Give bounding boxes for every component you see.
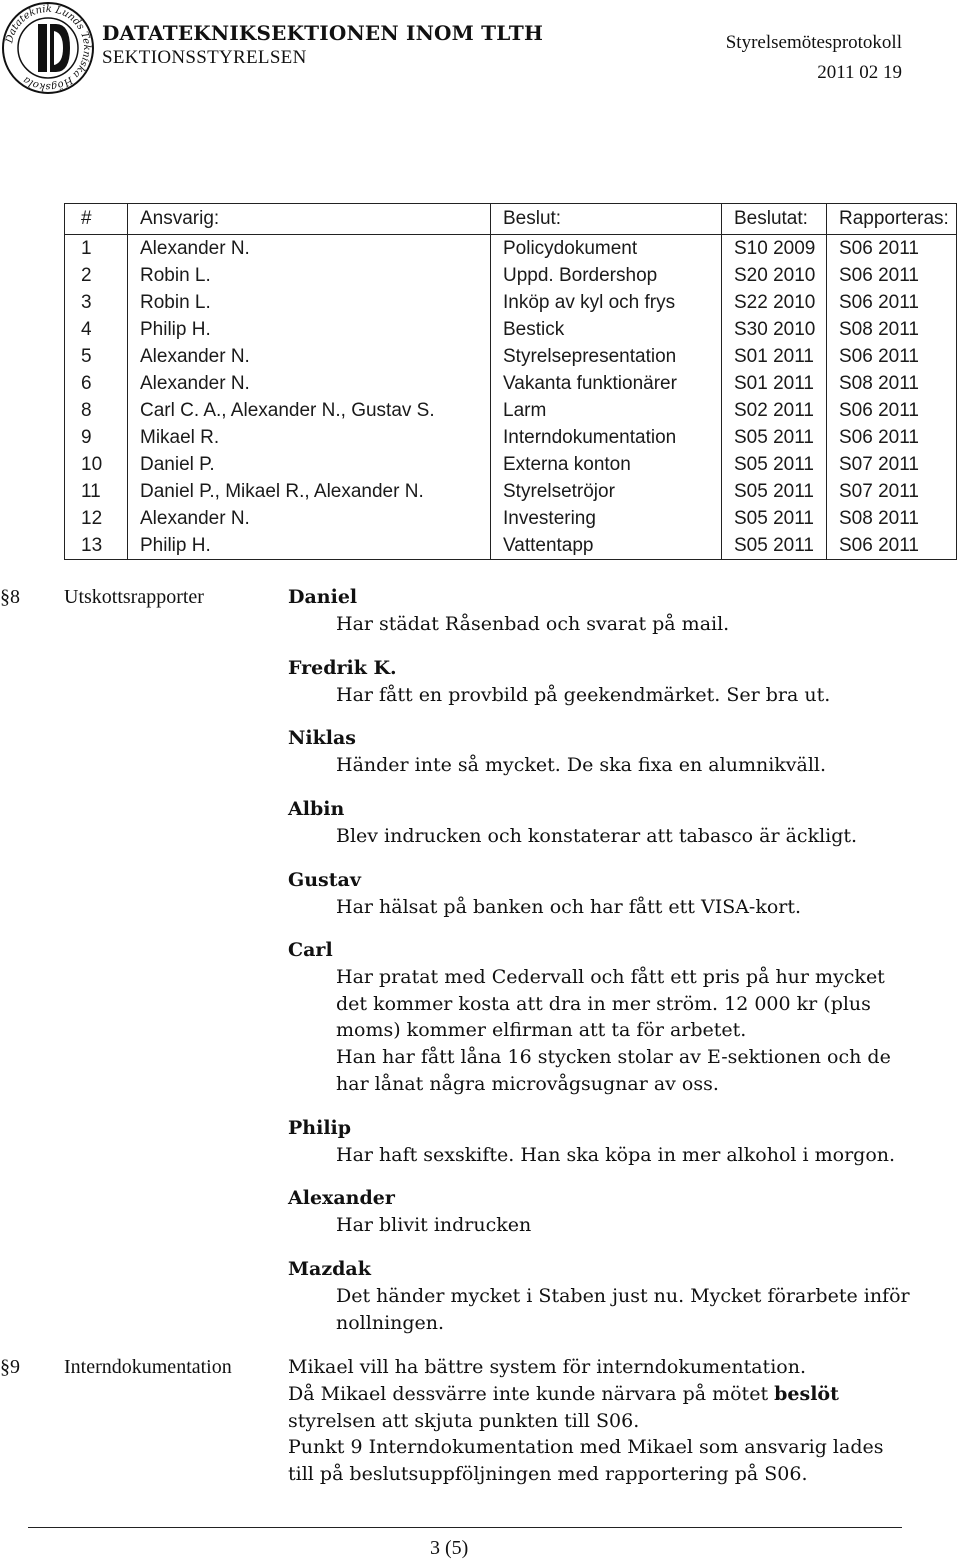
cell-number: 3 — [65, 289, 128, 316]
table-row — [65, 397, 957, 424]
cell-report: S06 2011 — [839, 534, 919, 556]
cell-report: S07 2011 — [839, 480, 919, 502]
report-name-philip: Philip — [288, 1117, 352, 1139]
report-text-fredrik: Har fått en provbild på geekendmärket. Ser bra ut. — [336, 684, 831, 706]
cell-responsible: Robin L. — [128, 262, 491, 289]
table-row — [65, 532, 957, 560]
table-row — [65, 424, 957, 451]
report-name-alexander: Alexander — [288, 1187, 395, 1209]
cell-report: S06 2011 — [839, 291, 919, 313]
section-9-p2-post: styrelsen att skjuta punkten till S06. — [288, 1409, 640, 1432]
cell-number: 2 — [65, 262, 128, 289]
cell-report: S06 2011 — [839, 264, 919, 286]
cell-number: 5 — [65, 343, 128, 370]
cell-decided: S05 2011 — [722, 532, 827, 560]
report-text-philip: Har haft sexskifte. Han ska köpa in mer alkohol i morgon. — [336, 1144, 896, 1166]
report-name-albin: Albin — [288, 798, 345, 820]
report-name-niklas: Niklas — [288, 727, 356, 749]
cell-report: S06 2011 — [839, 426, 919, 448]
section-8-number: §8 — [0, 586, 20, 608]
cell-decision: Uppd. Bordershop — [491, 262, 722, 289]
table-row — [65, 316, 957, 343]
organization-name: DATATEKNIKSEKTIONEN INOM TLTH — [102, 21, 544, 45]
cell-report: S06 2011 — [839, 345, 919, 367]
cell-decided: S20 2010 — [722, 262, 827, 289]
table-row — [65, 343, 957, 370]
header-right — [726, 28, 902, 88]
footer-rule — [28, 1527, 902, 1528]
cell-decision: Vattentapp — [491, 532, 722, 560]
table-row — [65, 478, 957, 505]
report-text-carl-2: Han har fått låna 16 stycken stolar av E-sektionen och de har lånat några microvågsugnar av oss. — [336, 1046, 891, 1095]
cell-decided: S01 2011 — [722, 343, 827, 370]
cell-decision: Vakanta funktionärer — [491, 370, 722, 397]
table-row — [65, 451, 957, 478]
logo-lettering: Datateknik Lunds Tekniska Högskola — [4, 3, 93, 93]
cell-number: 9 — [65, 424, 128, 451]
page-number: 3 (5) — [430, 1537, 469, 1559]
cell-responsible: Mikael R. — [128, 424, 491, 451]
section-9-paragraph-2 — [288, 1381, 908, 1434]
section-9-p2-pre: Då Mikael dessvärre inte kunde närvara på mötet — [288, 1383, 775, 1405]
cell-decided: S01 2011 — [722, 370, 827, 397]
cell-number: 1 — [65, 235, 128, 263]
report-text-carl-1: Har pratat med Cedervall och fått ett pris på hur mycket det kommer kosta att dra in mer ström. 12 000 kr (plus moms) kommer elfirman att ta för arbetet. — [336, 966, 885, 1041]
cell-decision: Externa konton — [491, 451, 722, 478]
cell-decided: S10 2009 — [722, 235, 827, 263]
report-name-gustav: Gustav — [288, 869, 361, 891]
section-9-paragraph-3: Punkt 9 Interndokumentation med Mikael som ansvarig lades till på beslutsuppföljningen med rapportering på S06. — [288, 1436, 884, 1485]
cell-responsible: Philip H. — [128, 532, 491, 560]
header-left — [102, 20, 543, 70]
col-header-number: # — [65, 204, 128, 235]
report-name-mazdak: Mazdak — [288, 1258, 371, 1280]
cell-responsible: Alexander N. — [128, 343, 491, 370]
cell-decided: S05 2011 — [722, 478, 827, 505]
table-row — [65, 289, 957, 316]
section-logo — [0, 0, 96, 96]
cell-decision: Larm — [491, 397, 722, 424]
cell-decision: Inköp av kyl och frys — [491, 289, 722, 316]
cell-responsible: Carl C. A., Alexander N., Gustav S. — [128, 397, 491, 424]
cell-report: S08 2011 — [839, 318, 919, 340]
col-header-decided: Beslutat: — [722, 204, 827, 235]
section-8-title: Utskottsrapporter — [64, 586, 204, 608]
decision-table-wrapper — [64, 203, 957, 560]
cell-decided: S22 2010 — [722, 289, 827, 316]
cell-report: S06 2011 — [839, 237, 919, 259]
section-9-title: Interndokumentation — [64, 1356, 232, 1378]
col-header-responsible: Ansvarig: — [128, 204, 491, 235]
decision-table — [64, 203, 957, 560]
cell-number: 12 — [65, 505, 128, 532]
section-9-paragraph-1: Mikael vill ha bättre system för interndokumentation. — [288, 1356, 806, 1378]
cell-decided: S05 2011 — [722, 451, 827, 478]
cell-responsible: Robin L. — [128, 289, 491, 316]
report-text-gustav: Har hälsat på banken och har fått ett VISA-kort. — [336, 896, 802, 918]
report-text-niklas: Händer inte så mycket. De ska fixa en alumnikväll. — [336, 754, 827, 776]
cell-responsible: Daniel P., Mikael R., Alexander N. — [128, 478, 491, 505]
cell-report: S08 2011 — [839, 372, 919, 394]
cell-number: 11 — [65, 478, 128, 505]
cell-decided: S02 2011 — [722, 397, 827, 424]
cell-responsible: Alexander N. — [128, 235, 491, 263]
cell-decision: Investering — [491, 505, 722, 532]
table-row — [65, 505, 957, 532]
cell-responsible: Alexander N. — [128, 370, 491, 397]
cell-decision: Interndokumentation — [491, 424, 722, 451]
col-header-report: Rapporteras: — [827, 204, 957, 235]
cell-number: 10 — [65, 451, 128, 478]
cell-responsible: Daniel P. — [128, 451, 491, 478]
section-9-decision-word: beslöt — [774, 1383, 839, 1405]
svg-text:Datateknik Lunds Tekniska Högs — [4, 4, 92, 92]
cell-responsible: Alexander N. — [128, 505, 491, 532]
cell-decided: S30 2010 — [722, 316, 827, 343]
cell-decision: Bestick — [491, 316, 722, 343]
report-text-alexander: Har blivit indrucken — [336, 1214, 532, 1236]
document-date: 2011 02 19 — [817, 62, 902, 83]
report-text-albin: Blev indrucken och konstaterar att tabasco är äckligt. — [336, 825, 858, 847]
report-text-daniel: Har städat Råsenbad och svarat på mail. — [336, 613, 730, 635]
cell-number: 13 — [65, 532, 128, 560]
table-row — [65, 370, 957, 397]
table-header-row — [65, 204, 957, 235]
cell-report: S08 2011 — [839, 507, 919, 529]
report-name-carl: Carl — [288, 939, 333, 961]
report-name-fredrik: Fredrik K. — [288, 657, 397, 679]
cell-number: 8 — [65, 397, 128, 424]
report-name-daniel: Daniel — [288, 586, 358, 608]
table-row — [65, 235, 957, 263]
organization-unit: SEKTIONSSTYRELSEN — [102, 47, 307, 68]
cell-report: S06 2011 — [839, 399, 919, 421]
cell-decision: Styrelsetröjor — [491, 478, 722, 505]
cell-decided: S05 2011 — [722, 424, 827, 451]
section-9-number: §9 — [0, 1356, 20, 1378]
cell-report: S07 2011 — [839, 453, 919, 475]
document-type: Styrelsemötesprotokoll — [725, 32, 902, 53]
col-header-decision: Beslut: — [491, 204, 722, 235]
cell-number: 4 — [65, 316, 128, 343]
cell-number: 6 — [65, 370, 128, 397]
cell-responsible: Philip H. — [128, 316, 491, 343]
cell-decision: Policydokument — [491, 235, 722, 263]
cell-decision: Styrelsepresentation — [491, 343, 722, 370]
table-row — [65, 262, 957, 289]
report-text-mazdak: Det händer mycket i Staben just nu. Mycket förarbete inför nollningen. — [336, 1285, 910, 1334]
cell-decided: S05 2011 — [722, 505, 827, 532]
